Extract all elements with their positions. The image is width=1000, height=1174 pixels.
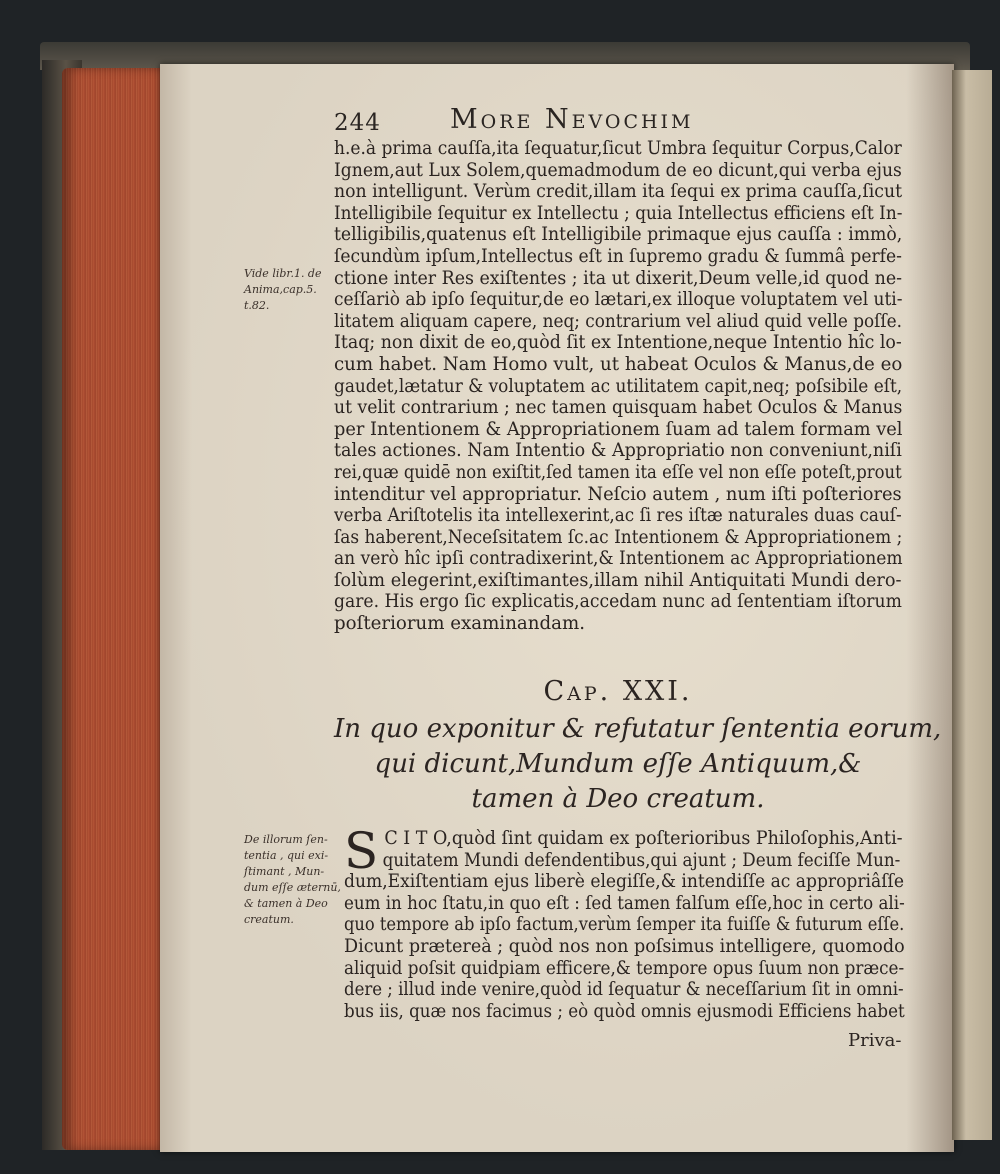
margin-note-line: t.82. — [244, 299, 270, 312]
text-line: rei,quæ quidē non exiſtit,ſed tamen ita eſſe vel non eſſe poteſt,prout — [334, 461, 902, 483]
chapter-heading: Cap. XXI. — [543, 676, 693, 707]
margin-note-line: Vide libr.1. de — [244, 267, 322, 280]
text-line: aliquid poſsit quidpiam efficere,& tempore opus ſuum non præce- — [344, 957, 905, 979]
page-header — [330, 104, 890, 138]
text-line: intenditur vel appropriatur. Neſcio autem , num iſti poſteriores — [334, 483, 902, 505]
margin-note-line: De illorum ſen- — [244, 833, 328, 846]
chapter-text — [344, 822, 905, 1022]
margin-note-summary — [244, 832, 341, 928]
body-text — [334, 138, 902, 635]
margin-note-line: dum eſſe æternū, — [244, 881, 341, 894]
margin-note-line: creatum. — [244, 913, 294, 926]
drop-cap: S — [344, 822, 379, 880]
text-line: ctione inter Res exiſtentes ; ita ut dixerit,Deum velle,id quod ne- — [334, 267, 903, 289]
text-line: non intelligunt. Verùm credit,illam ita ſequi ex prima cauſſa,ſicut — [334, 181, 903, 203]
margin-note-line: ſtimant , Mun- — [244, 865, 325, 878]
page-number: 244 — [334, 110, 381, 136]
text-line: h.e.à prima cauſſa,ita ſequatur,ſicut Umbra ſequitur Corpus,Calor — [334, 138, 902, 159]
text-line: Ignem,aut Lux Solem,quemadmodum de eo dicunt,qui verba ejus — [334, 159, 902, 181]
text-line: ſecundùm ipſum,Intellectus eſt in ſupremo gradu & ſummâ perfe- — [334, 245, 902, 267]
text-line: dum,Exiſtentiam ejus liberè elegiſſe,& intendiſſe ac appropriâſſe — [344, 871, 905, 893]
text-line: litatem aliquam capere, neq; contrarium vel aliud quid velle poſſe. — [334, 310, 902, 332]
text-line: ceſſariò ab ipſo ſequitur,de eo lætari,ex illoque voluptatem vel uti- — [334, 289, 903, 311]
chapter-title-line: tamen à Deo creatum. — [471, 784, 765, 814]
text-line: tales actiones. Nam Intentio & Appropriatio non conveniunt,niſi — [334, 440, 902, 462]
text-line: per Intentionem & Appropriationem ſuam ad talem formam vel — [334, 418, 903, 440]
text-line: ſolùm elegerint,exiſtimantes,illam nihil Antiquitati Mundi dero- — [334, 569, 902, 591]
text-line: bus iis, quæ nos facimus ; eò quòd omnis ejusmodi Efficiens habet — [344, 1000, 905, 1022]
running-title: More Nevochim — [450, 104, 694, 135]
margin-note-line: & tamen à Deo — [244, 897, 328, 910]
margin-note-line: Anima,cap.5. — [244, 283, 317, 296]
text-line: gaudet,lætatur & voluptatem ac utilitatem capit,neq; poſsibile eſt, — [334, 375, 903, 397]
text-line: quo tempore ab ipſo factum,verùm ſemper ita fuiſſe & futurum eſſe. — [344, 914, 905, 936]
facing-page-edge — [952, 70, 992, 1140]
text-line: Dicunt prætereà ; quòd nos non poſsimus intelligere, quomodo — [344, 935, 905, 957]
catchword: Priva- — [848, 1030, 902, 1051]
text-line: gare. His ergo ſic explicatis,accedam nunc ad ſententiam iſtorum — [334, 591, 902, 613]
text-line: an verò hîc ipſi contradixerint,& Intentionem ac Appropriationem — [334, 548, 903, 570]
chapter-title-line: qui dicunt,Mundum eſſe Antiquum,& — [374, 749, 862, 779]
chapter-title-line: In quo exponitur & refutatur ſententia eorum, — [334, 714, 942, 744]
chapter-title — [334, 712, 942, 817]
text-line: Intelligibile ſequitur ex Intellectu ; quia Intellectus efficiens eſt In- — [334, 202, 903, 224]
text-line: poſteriorum examinandam. — [334, 613, 586, 635]
text-line: cum habet. Nam Homo vult, ut habeat Oculos & Manus,de eo — [334, 353, 903, 375]
text-line: dere ; illud inde venire,quòd id ſequatur & neceſſarium ſit in omni- — [344, 979, 904, 1001]
text-line: verba Ariſtotelis ita intellexerint,ac ſi res iſtæ naturales duas cauſ- — [334, 505, 902, 527]
text-line: eum in hoc ſtatu,in quo eſt : ſed tamen falſum eſſe,hoc in certo ali- — [344, 892, 905, 914]
text-line: ut velit contrarium ; nec tamen quisquam habet Oculos & Manus — [334, 397, 903, 419]
text-line: Itaq; non dixit de eo,quòd ſit ex Intentione,neque Intentio hîc lo- — [334, 332, 902, 354]
text-line: telligibilis,quatenus eſt Intelligibile primaque ejus cauſſa : immò, — [334, 224, 903, 246]
margin-note-line: tentia , qui exi- — [244, 849, 329, 862]
text-line: ſas haberent,Neceſsitatem ſc.ac Intentionem & Appropriationem ; — [334, 526, 903, 548]
text-line: C I T O,quòd ſint quidam ex poſterioribus Philoſophis,Anti- — [384, 828, 903, 849]
text-line: quitatem Mundi defendentibus,qui ajunt ; Deum feciſſe Mun- — [382, 849, 901, 871]
margin-note-reference — [244, 266, 321, 314]
